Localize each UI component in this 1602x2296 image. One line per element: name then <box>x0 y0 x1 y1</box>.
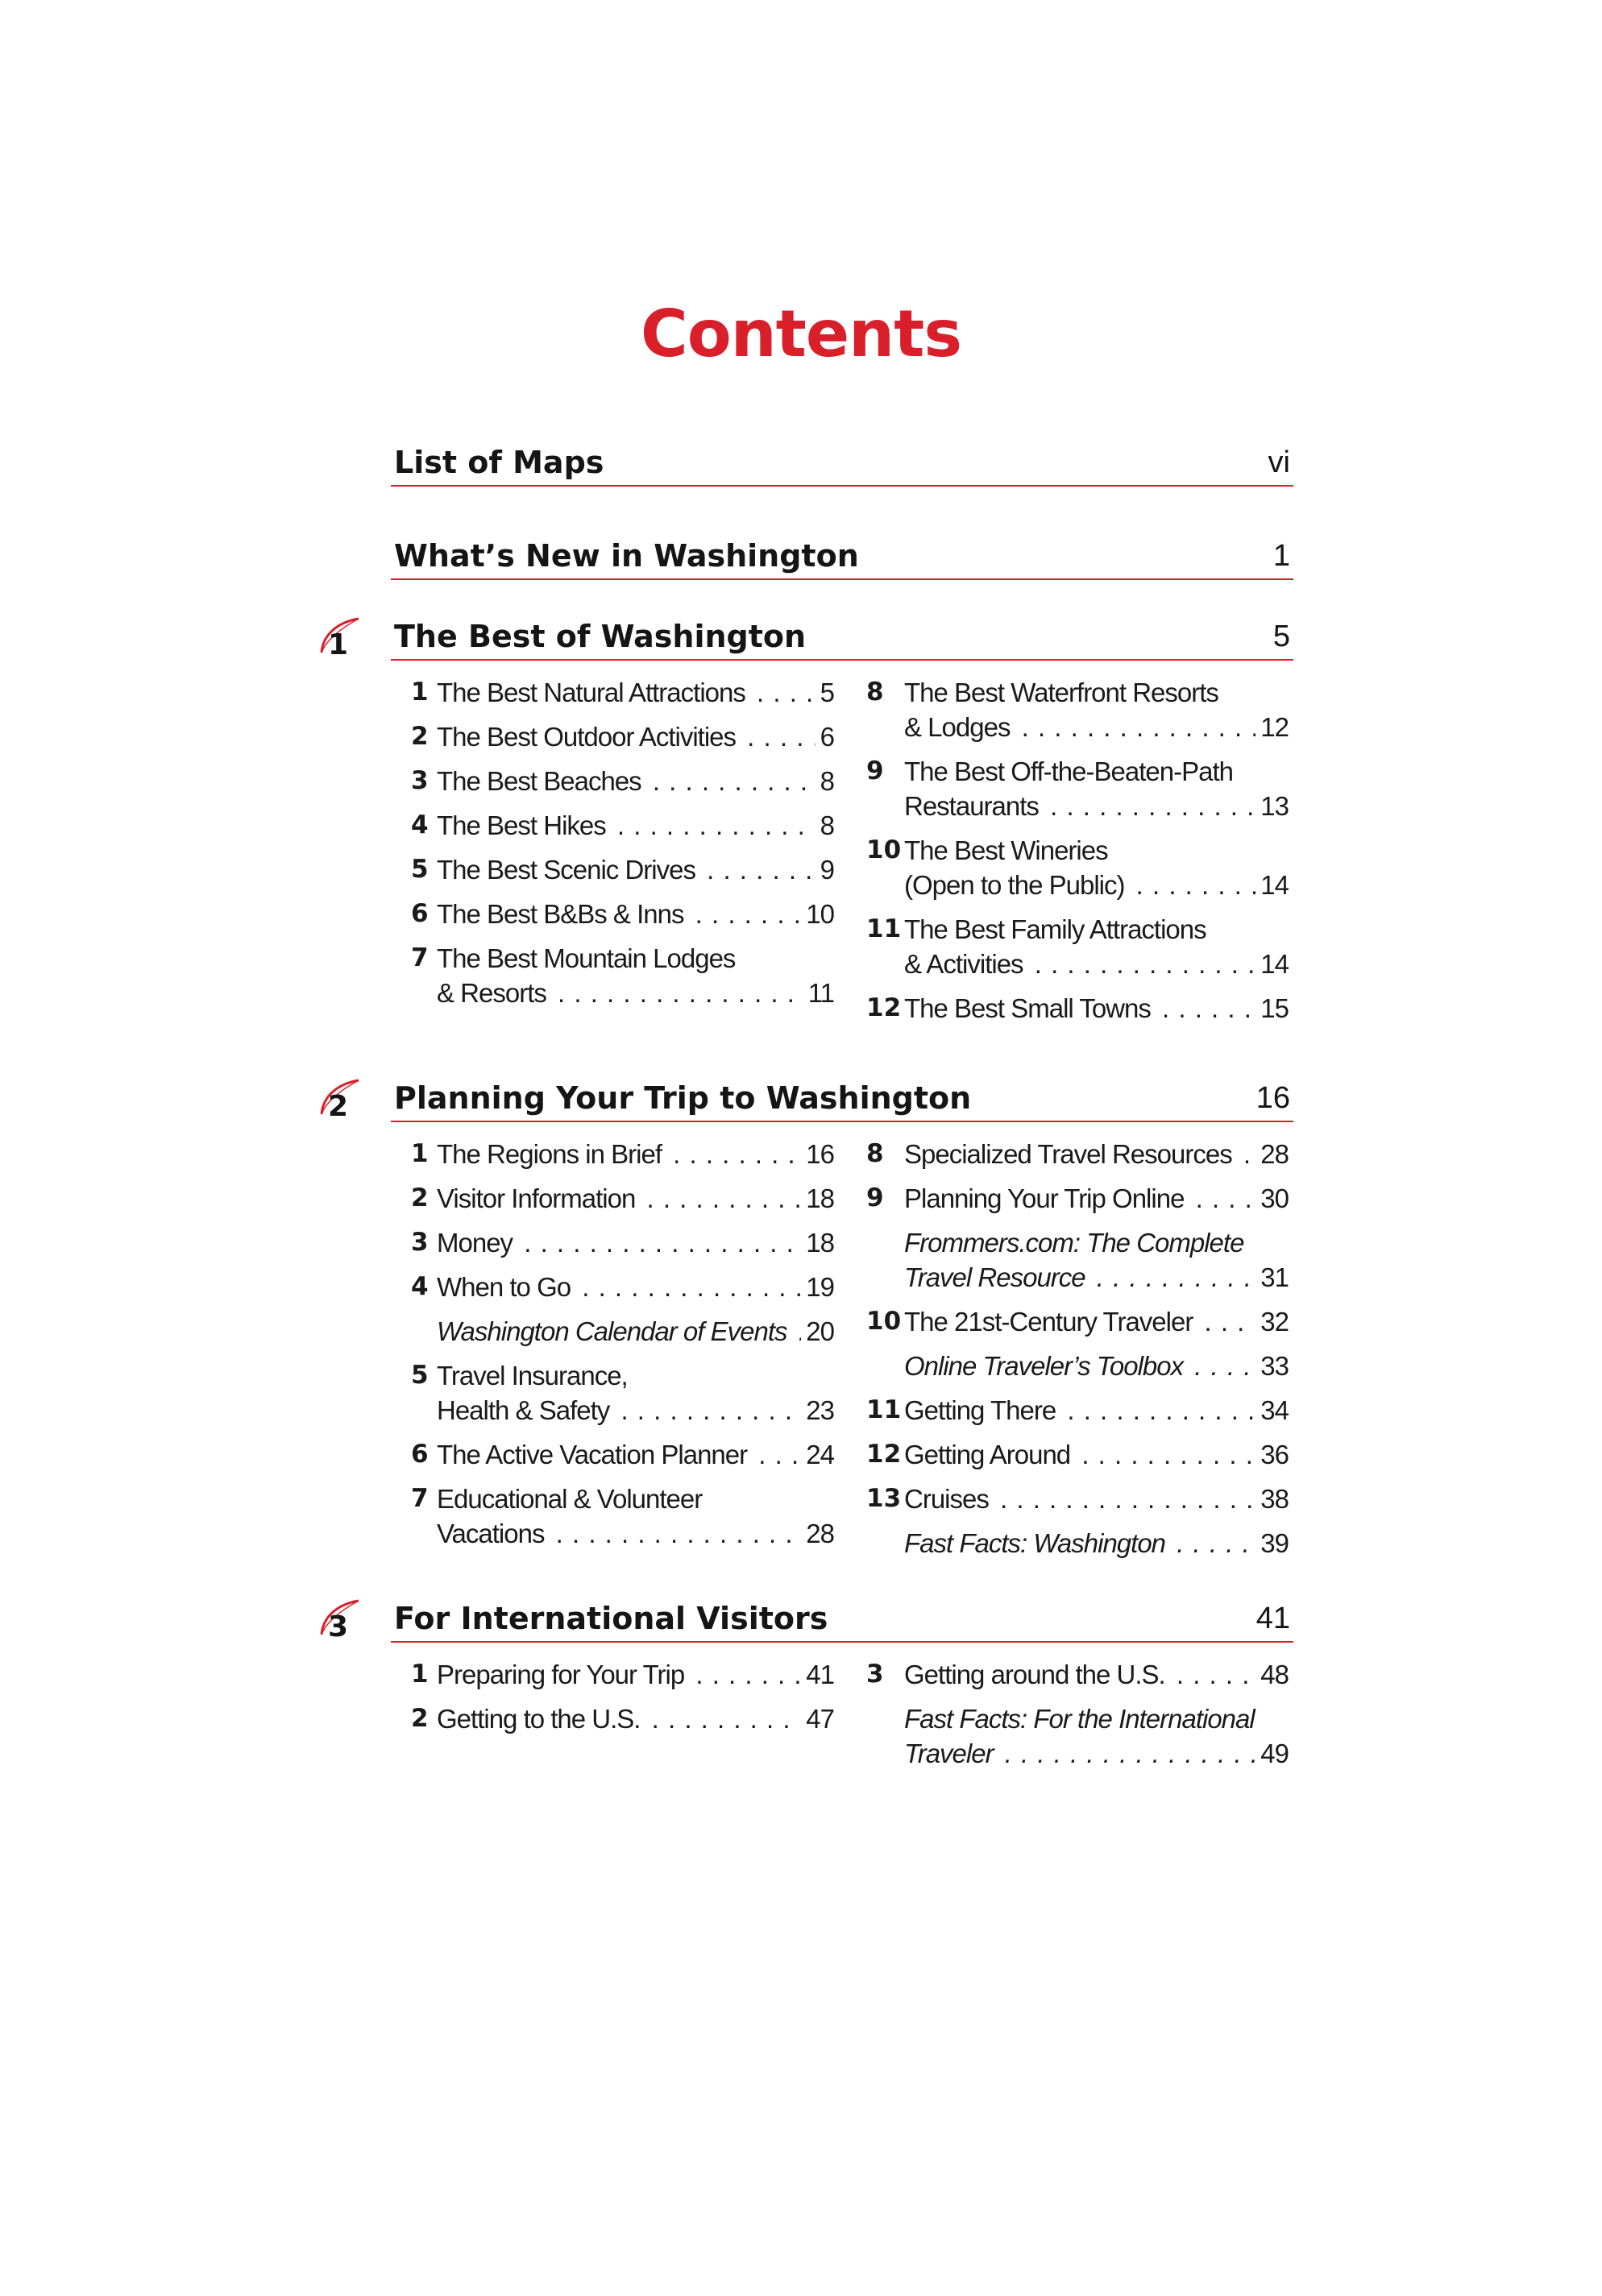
toc-entry-label: Traveler <box>904 1739 997 1768</box>
toc-entry-page: 33 <box>1255 1349 1289 1383</box>
toc-entry-number: 11 <box>866 914 902 943</box>
toc-entry-number: 11 <box>866 1395 902 1424</box>
toc-entry[interactable] <box>866 991 1289 1026</box>
toc-entry-page: 10 <box>801 897 834 931</box>
toc-entry[interactable] <box>411 897 834 931</box>
toc-entry-line <box>866 1225 1289 1260</box>
toc-entry-page: 28 <box>1255 1137 1289 1171</box>
toc-entry-page: 6 <box>816 719 834 754</box>
toc-entry[interactable] <box>411 764 834 798</box>
toc-entry-number: 12 <box>866 1440 902 1469</box>
toc-entry-label: The Best Off-the-Beaten-Path <box>904 756 1236 786</box>
toc-entry-page: 36 <box>1255 1437 1289 1472</box>
toc-entry-page: 12 <box>1255 710 1289 744</box>
toc-entry-label: Washington Calendar of Events <box>437 1316 791 1346</box>
chapter-1 <box>328 612 1293 1023</box>
toc-entry-page: 41 <box>801 1657 834 1692</box>
toc-entry-line <box>411 1181 834 1216</box>
chapter-2-right-column <box>866 1137 1289 1570</box>
toc-entry-number: 5 <box>411 855 429 884</box>
toc-entry[interactable] <box>411 852 834 887</box>
toc-entry-label: When to Go <box>437 1272 574 1302</box>
toc-entry-line <box>411 1270 834 1304</box>
toc-entry[interactable] <box>866 1225 1289 1295</box>
toc-entry-number: 8 <box>866 1139 884 1168</box>
toc-entry-number: 9 <box>866 1183 884 1212</box>
toc-entry-number: 12 <box>866 993 902 1022</box>
toc-entry-label: The Best Outdoor Activities <box>437 722 739 752</box>
section-title: List of Maps <box>394 445 604 480</box>
chapter-2 <box>328 1074 1293 1558</box>
toc-entry-label: The Best Family Attractions <box>904 914 1210 944</box>
toc-entry-number: 6 <box>411 899 429 928</box>
toc-entry-line <box>866 1349 1289 1383</box>
toc-entry-number: 2 <box>411 722 429 751</box>
toc-entry[interactable] <box>411 1137 834 1171</box>
toc-entry[interactable] <box>866 1349 1289 1383</box>
toc-entry-number: 10 <box>866 835 902 864</box>
toc-entry-page: 11 <box>803 976 834 1010</box>
toc-entry-page: 15 <box>1255 991 1289 1026</box>
toc-entry-label: & Lodges <box>904 712 1013 742</box>
chapter-number: 3 <box>328 1610 349 1643</box>
toc-entry[interactable] <box>866 675 1289 744</box>
toc-entry-number: 1 <box>411 678 429 707</box>
chapter-3-right-column <box>866 1657 1289 1780</box>
section-title: What’s New in Washington <box>394 538 859 574</box>
toc-entry-label: Getting There <box>904 1395 1059 1425</box>
toc-entry-page: 8 <box>816 808 834 843</box>
toc-entry-label: The Best Hikes <box>437 810 609 840</box>
toc-entry-line <box>866 1482 1289 1516</box>
toc-entry-line <box>411 675 834 710</box>
toc-front-list-of-maps[interactable] <box>391 438 1293 487</box>
chapter-1-right-column <box>866 675 1289 1035</box>
toc-entry-line <box>411 719 834 754</box>
toc-entry-line <box>411 1657 834 1692</box>
toc-entry-line <box>866 1657 1289 1692</box>
toc-entry-number: 4 <box>411 810 429 839</box>
toc-entry-label: The Best Beaches <box>437 766 645 796</box>
toc-entry[interactable] <box>411 719 834 754</box>
toc-entry-label: Fast Facts: For the International <box>904 1704 1258 1734</box>
section-header[interactable] <box>391 1074 1293 1122</box>
toc-entry[interactable] <box>866 833 1289 902</box>
toc-entry-page: 13 <box>1255 789 1289 823</box>
toc-entry[interactable] <box>866 1137 1289 1171</box>
toc-entry[interactable] <box>411 808 834 843</box>
toc-entry-line <box>411 1393 834 1428</box>
toc-entry-page: 23 <box>801 1393 834 1428</box>
toc-entry-label: The Best Wineries <box>904 835 1111 865</box>
toc-entry-number: 3 <box>411 766 429 795</box>
toc-entry[interactable] <box>411 675 834 710</box>
toc-entry[interactable] <box>411 1181 834 1216</box>
toc-entry-line <box>411 1225 834 1260</box>
toc-entry-line <box>411 1314 834 1349</box>
toc-entry-label: Travel Insurance, <box>437 1361 631 1390</box>
toc-entry-label: The Best Natural Attractions <box>437 678 749 707</box>
chapter-badge <box>317 1598 367 1647</box>
chapter-badge <box>317 615 367 665</box>
chapter-page: 41 <box>1255 1602 1290 1635</box>
section-header <box>391 438 1293 487</box>
toc-entry-page: 31 <box>1255 1260 1289 1295</box>
toc-entry-label: Getting around the U.S. <box>904 1660 1168 1689</box>
toc-entry-label: Educational & Volunteer <box>437 1484 705 1514</box>
toc-entry-label: The 21st-Century Traveler <box>904 1307 1196 1337</box>
toc-entry-number: 8 <box>866 678 884 707</box>
toc-entry[interactable] <box>411 1482 834 1551</box>
toc-entry-line <box>866 1304 1289 1339</box>
toc-entry-label: The Best Mountain Lodges <box>437 943 738 973</box>
toc-entry-line <box>411 1516 834 1551</box>
toc-entry-label: Cruises <box>904 1484 992 1514</box>
section-page: 1 <box>1272 539 1290 573</box>
chapter-3-left-column <box>411 1657 834 1746</box>
toc-entry-page: 48 <box>1255 1657 1289 1692</box>
toc-entry-page: 39 <box>1255 1526 1289 1560</box>
toc-entry-page: 38 <box>1255 1482 1289 1516</box>
section-header[interactable] <box>391 612 1293 661</box>
toc-entry-line <box>866 1393 1289 1428</box>
toc-entry-number: 10 <box>866 1307 902 1336</box>
toc-entry-page: 47 <box>801 1701 834 1736</box>
toc-entry-label: (Open to the Public) <box>904 870 1128 900</box>
chapter-3 <box>328 1594 1293 1768</box>
toc-entry-number: 5 <box>411 1361 429 1390</box>
toc-entry[interactable] <box>866 1526 1289 1560</box>
toc-entry-number: 2 <box>411 1183 429 1212</box>
chapter-badge <box>317 1077 367 1127</box>
toc-entry-page: 9 <box>816 852 834 887</box>
chapter-number: 2 <box>328 1090 349 1123</box>
toc-entry-number: 1 <box>411 1660 429 1689</box>
toc-entry[interactable] <box>411 1701 834 1736</box>
toc-entry[interactable] <box>866 754 1289 823</box>
toc-entry-label: Health & Safety <box>437 1395 612 1425</box>
toc-entry-line <box>411 1701 834 1736</box>
toc-entry-label: Frommers.com: The Complete <box>904 1228 1247 1258</box>
toc-entry-line <box>866 1736 1289 1771</box>
toc-entry-label: Online Traveler’s Toolbox <box>904 1351 1186 1381</box>
toc-entry[interactable] <box>866 1393 1289 1428</box>
toc-entry-label: & Resorts <box>437 978 550 1008</box>
toc-entry-page: 18 <box>801 1225 834 1260</box>
toc-entry-page: 5 <box>816 675 834 710</box>
toc-entry-page: 18 <box>801 1181 834 1216</box>
toc-entry-label: The Best B&Bs & Inns <box>437 899 687 929</box>
toc-entry-line <box>866 710 1289 744</box>
toc-entry-number: 4 <box>411 1272 429 1301</box>
toc-entry-line <box>411 852 834 887</box>
toc-entry-label: Fast Facts: Washington <box>904 1528 1168 1558</box>
toc-entry[interactable] <box>866 1437 1289 1472</box>
section-header <box>391 532 1293 580</box>
section-page: vi <box>1268 446 1290 479</box>
toc-entry-label: Money <box>437 1228 516 1258</box>
toc-entry-label: Getting Around <box>904 1440 1073 1469</box>
toc-entry-label: Preparing for Your Trip <box>437 1660 687 1689</box>
toc-entry-label: The Best Scenic Drives <box>437 855 699 885</box>
toc-entry-page: 16 <box>801 1137 834 1171</box>
toc-entry-line <box>866 1181 1289 1216</box>
toc-entry-number: 7 <box>411 943 429 972</box>
toc-entry-line <box>866 947 1289 981</box>
toc-entry-line <box>866 1526 1289 1560</box>
toc-entry-page: 14 <box>1255 947 1289 981</box>
toc-entry-line <box>866 991 1289 1026</box>
toc-entry-label: Planning Your Trip Online <box>904 1183 1187 1213</box>
toc-entry[interactable] <box>411 1270 834 1304</box>
toc-entry[interactable] <box>866 1304 1289 1339</box>
section-header[interactable] <box>391 1594 1293 1643</box>
toc-entry[interactable] <box>411 1358 834 1428</box>
chapter-title: For International Visitors <box>394 1601 828 1636</box>
toc-entry-label: Specialized Travel Resources <box>904 1139 1235 1169</box>
toc-entry-label: & Activities <box>904 949 1027 979</box>
toc-entry[interactable] <box>866 1181 1289 1216</box>
toc-entry-label: Travel Resource <box>904 1262 1089 1292</box>
toc-entry-page: 34 <box>1255 1393 1289 1428</box>
toc-entry-label: The Regions in Brief <box>437 1139 665 1169</box>
toc-entry-line <box>411 764 834 798</box>
toc-entry-label: The Best Waterfront Resorts <box>904 678 1222 707</box>
toc-entry-number: 6 <box>411 1440 429 1469</box>
toc-entry-number: 13 <box>866 1484 902 1513</box>
toc-entry-label: Getting to the U.S. <box>437 1704 643 1734</box>
toc-entry[interactable] <box>411 1657 834 1692</box>
toc-entry-line <box>866 868 1289 902</box>
toc-entry[interactable] <box>411 1437 834 1472</box>
toc-entry-page: 49 <box>1255 1736 1289 1771</box>
toc-entry-page: 28 <box>801 1516 834 1551</box>
toc-entry-line <box>866 1701 1289 1736</box>
toc-entry-label: Restaurants <box>904 791 1042 821</box>
chapter-number: 1 <box>328 628 349 661</box>
toc-entry-page: 24 <box>801 1437 834 1472</box>
chapter-title: The Best of Washington <box>394 619 807 654</box>
toc-entry-page: 30 <box>1255 1181 1289 1216</box>
toc-entry[interactable] <box>866 1701 1289 1771</box>
toc-entry-line <box>411 808 834 843</box>
toc-entry-line <box>866 1260 1289 1295</box>
toc-entry-page: 32 <box>1255 1304 1289 1339</box>
toc-entry-page: 14 <box>1255 868 1289 902</box>
toc-entry-number: 3 <box>411 1228 429 1257</box>
toc-entry-line <box>411 976 834 1010</box>
page-title: Contents <box>641 296 961 371</box>
toc-entry[interactable] <box>866 1657 1289 1692</box>
chapter-page: 16 <box>1255 1081 1290 1115</box>
toc-entry-line <box>866 754 1289 789</box>
toc-entry-page: 8 <box>816 764 834 798</box>
toc-entry-line <box>866 912 1289 947</box>
toc-entry-line <box>411 941 834 976</box>
toc-entry-line <box>866 1437 1289 1472</box>
toc-entry-page: 20 <box>801 1314 834 1349</box>
toc-entry-number: 2 <box>411 1704 429 1733</box>
chapter-title: Planning Your Trip to Washington <box>394 1080 972 1116</box>
chapter-1-left-column <box>411 675 834 1020</box>
toc-entry-line <box>411 1482 834 1516</box>
toc-entry[interactable] <box>411 941 834 1010</box>
toc-entry-label: Visitor Information <box>437 1183 638 1213</box>
chapter-2-left-column <box>411 1137 834 1560</box>
toc-entry-line <box>411 1358 834 1393</box>
toc-entry-page: 19 <box>801 1270 834 1304</box>
toc-entry-number: 9 <box>866 756 884 785</box>
toc-entry-number: 1 <box>411 1139 429 1168</box>
toc-entry[interactable] <box>866 912 1289 981</box>
toc-entry-number: 7 <box>411 1484 429 1513</box>
toc-entry-line <box>866 675 1289 710</box>
toc-entry[interactable] <box>866 1482 1289 1516</box>
toc-entry-number: 3 <box>866 1660 884 1689</box>
toc-entry-line <box>411 1437 834 1472</box>
toc-entry-line <box>411 1137 834 1171</box>
toc-entry[interactable] <box>411 1225 834 1260</box>
toc-entry-line <box>866 1137 1289 1171</box>
toc-entry-line <box>866 833 1289 868</box>
toc-entry-label: The Active Vacation Planner <box>437 1440 750 1469</box>
toc-entry-label: The Best Small Towns <box>904 993 1154 1023</box>
toc-entry-line <box>866 789 1289 823</box>
toc-front-whats-new[interactable] <box>391 532 1293 580</box>
chapter-page: 5 <box>1272 620 1290 653</box>
toc-entry-line <box>411 897 834 931</box>
toc-entry[interactable] <box>411 1314 834 1349</box>
toc-entry-label: Vacations <box>437 1519 547 1548</box>
